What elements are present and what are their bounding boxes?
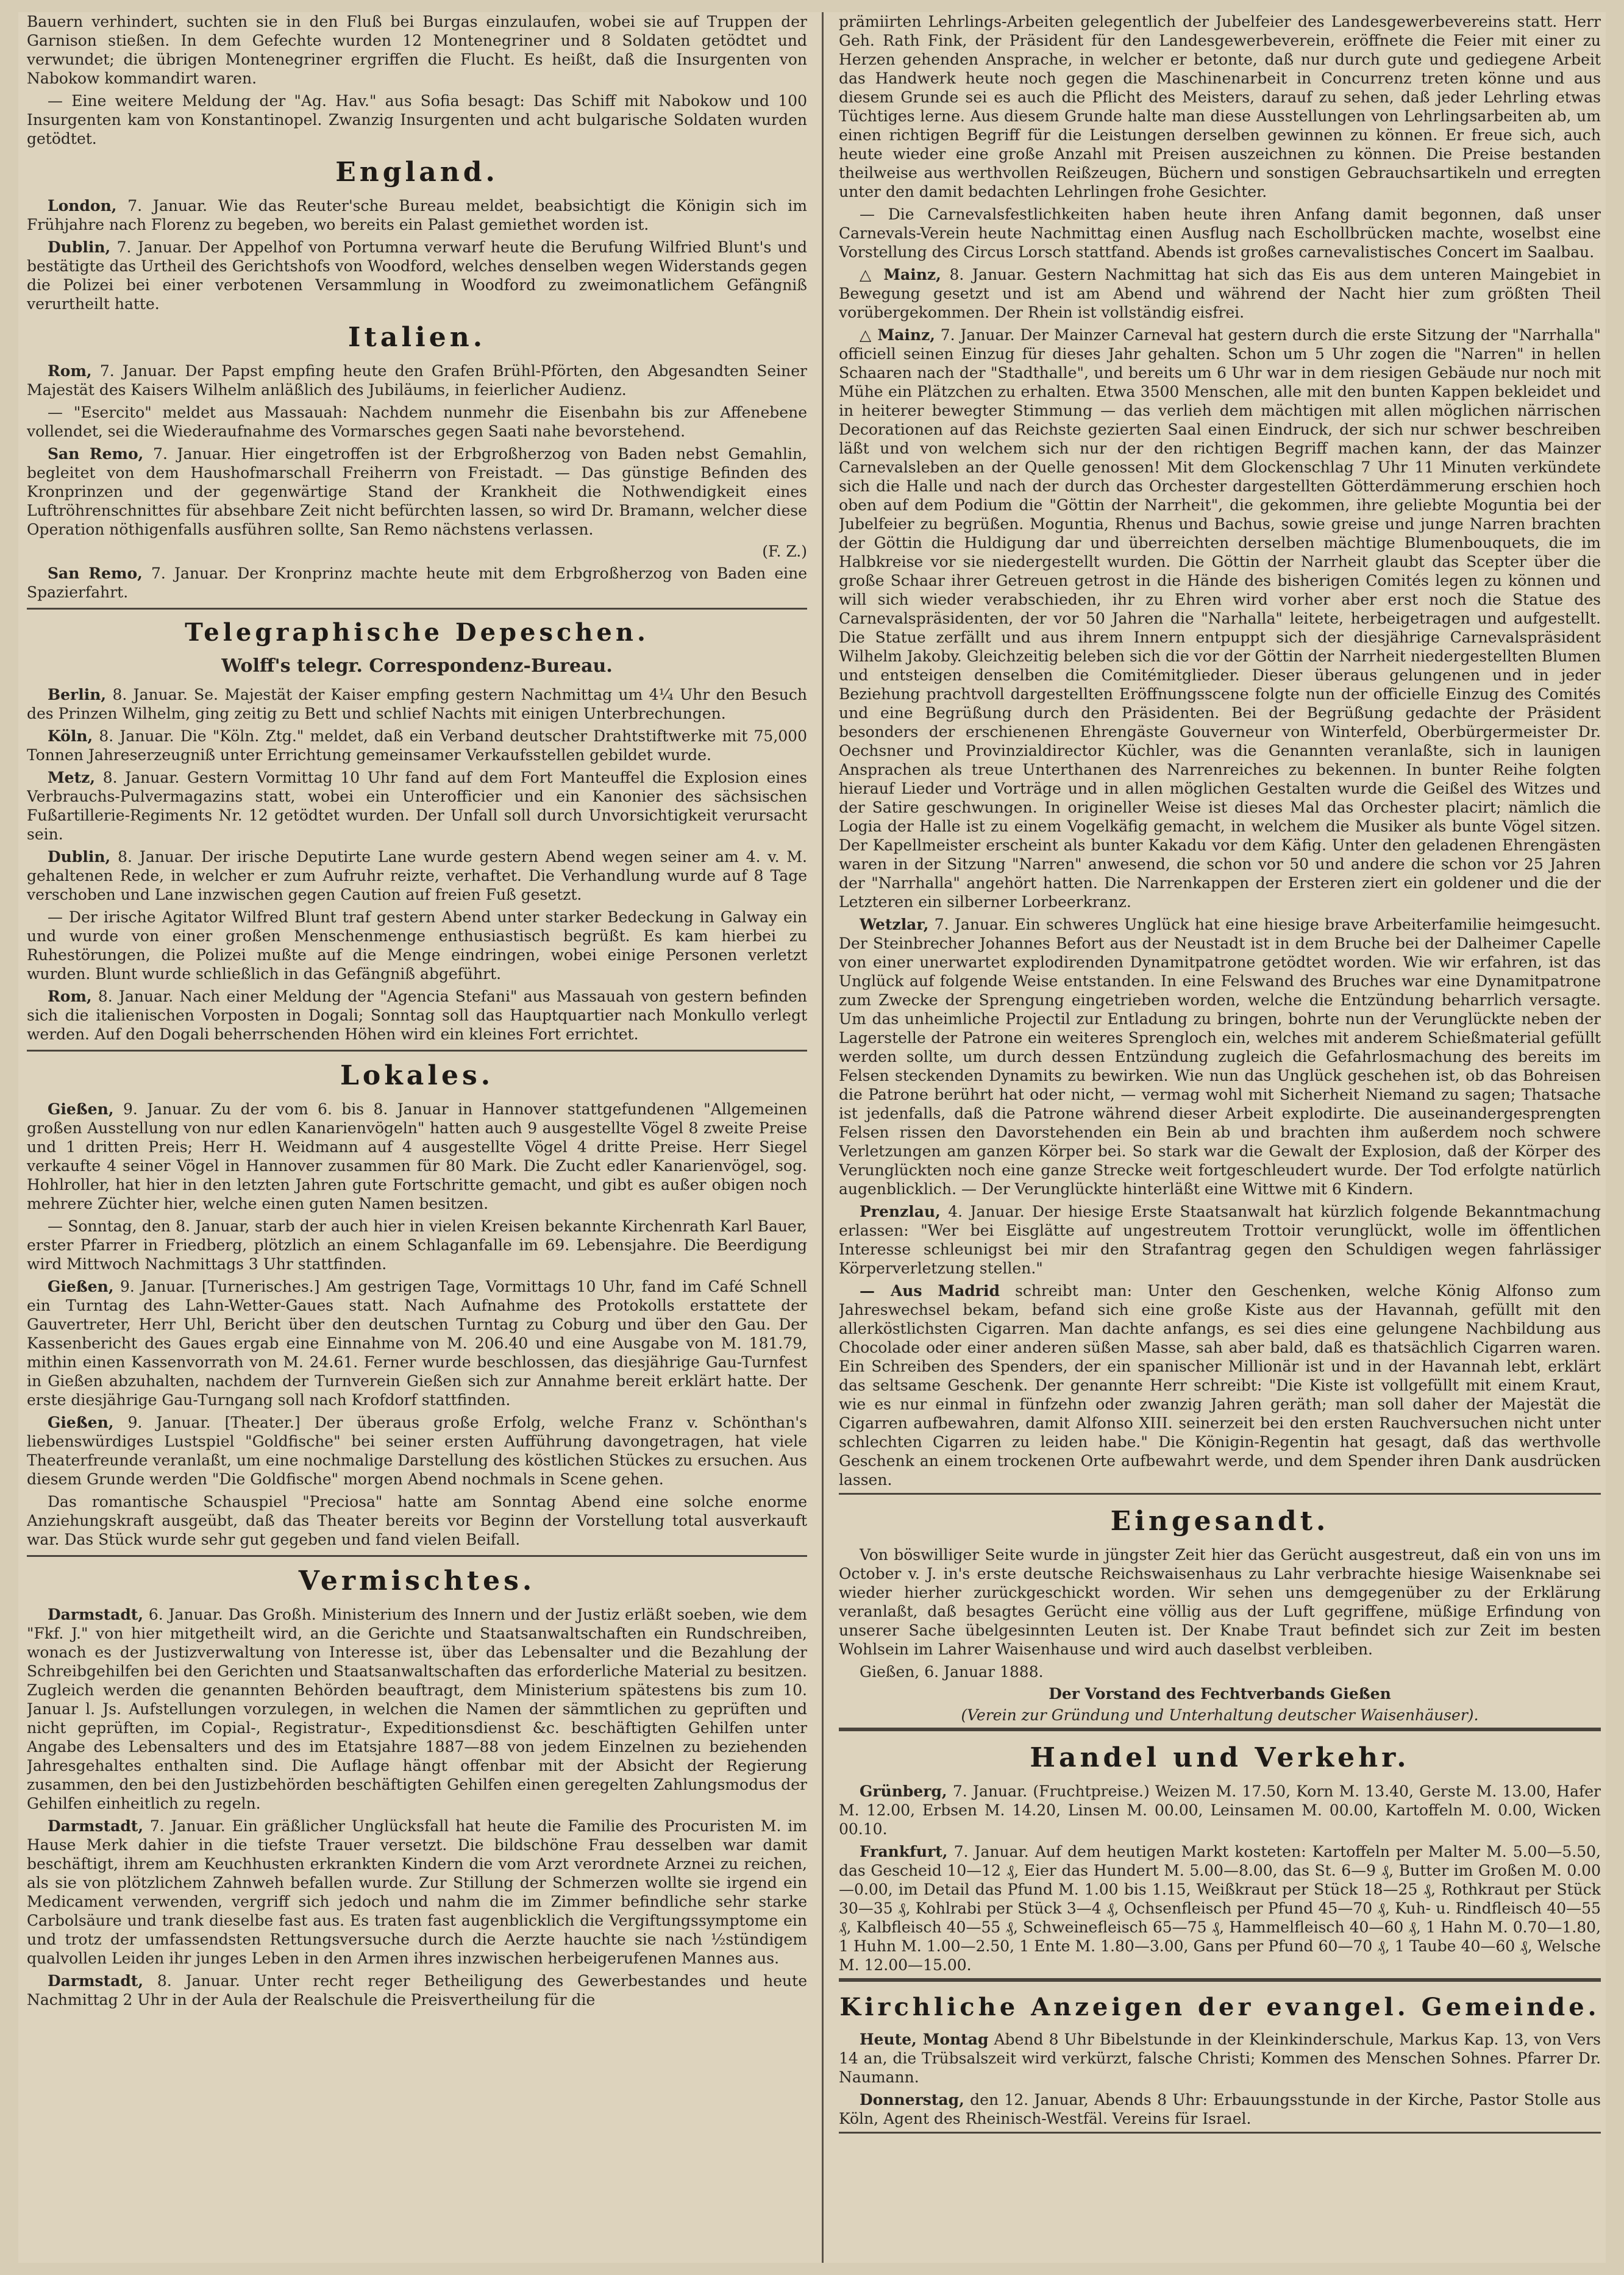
article-text: schreibt man: Unter den Geschenken, welche König Alfonso zum Jahreswechsel bekam, befand sich eine große Kiste aus der Havannah, gefüllt mit den allerköstlichsten Cigarren. Man dachte anfangs, es sei dies eine gelungene Nachbildung aus Chocolade oder einer anderen süßen Masse, sah aber bald, daß es thatsächlich Cigarren waren. Ein Schreiben des Spenders, der ein spanischer Millionär ist und in der Havannah lebt, erklärt das seltsame Geschenk. Der genannte Herr schreibt: "Die Kiste ist vollgefüllt mit einem Kraut, wie es nur einmal in fünfzehn oder zwanzig Jahren geräth; man soll daher der Majestät die Cigarren aufbewahren, damit Alfonso XIII. seinerzeit bei den ersten Rauchversuchen nicht unter schlechten Cigarren zu leiden habe." Die Königin-Regentin hat gesagt, daß das werthvolle Geschenk an einem trockenen Orte aufbewahrt werde, und dem Spender ihren Dank ausdrücken lassen. [839, 1282, 1601, 1489]
article [27, 403, 807, 441]
article-text: 8. Januar. Gestern Vormittag 10 Uhr fand auf dem Fort Manteuffel die Explosion eines Verbrauchs-Pulvermagazins statt, wobei ein Unterofficier und ein Kanonier des sächsischen Fußartillerie-Regiments Nr. 12 getödtet wurden. Der Unfall soll durch Unvorsichtigkeit verursacht sein. [27, 769, 807, 843]
article [27, 361, 807, 399]
handel-section [839, 1729, 1601, 1980]
article-text: 7. Januar. Ein schweres Unglück hat eine hiesige brave Arbeiterfamilie heimgesucht. Der Steinbrecher Johannes Befort aus der Neustadt ist in dem Bruche bei der Dalheimer Capelle von einer unerwartet explodirenden Dynamitpatrone getödtet worden. Wie wir erfahren, ist das Unglück auf folgende Weise entstanden. In eine Felswand des Bruches war eine Dynamitpatrone zum Zwecke der Sprengung eingetrieben worden, welche die Entzündung beharrlich versagte. Um das unheimliche Projectil zur Entladung zu bringen, bohrte nun der Verunglückte neben der Lagerstelle der Patrone ein weiteres Sprengloch ein, welches mit anderem Schießmaterial gefüllt werden sollte, um durch dessen Entzündung zugleich die Gefahrlosmachung des bereits im Felsen steckenden Dynamits zu bewirken. Wie nun das Unglück geschehen ist, ob das Bohreisen die Patrone berührt hat oder nicht, — vermag wohl mit Sicherheit Niemand zu sagen; Thatsache ist jedenfalls, daß die Patrone während dieser Arbeit explodirte. Die auseinandergesprengten Felsen rissen den Davorstehenden ein Bein ab und brachten ihm außerdem noch schwere Verletzungen am ganzen Körper bei. So stark war die Gewalt der Explosion, daß der Körper des Verunglückten noch eine ganze Strecke weit fortgeschleudert wurde. Der Tod erfolgte natürlich augenblicklich. — Der Verunglückte hinterläßt eine Wittwe mit 6 Kindern. [839, 916, 1601, 1198]
article [27, 1492, 807, 1549]
article-text: 9. Januar. [Turnerisches.] Am gestrigen Tage, Vormittags 10 Uhr, fand im Café Schnell ein Turntag des Lahn-Wetter-Gaues statt. Nach Aufnahme des Protokolls erstattete der Gauvertreter, Herr Uhl, Bericht über den deutschen Turntag zu Coburg und über den Gau. Der Kassenbericht des Gaues ergab eine Einnahme von M. 206.40 und eine Ausgabe von M. 181.79, mithin einen Kassenvorrath von M. 24.61. Ferner wurde beschlossen, das diesjährige Gau-Turnfest in Gießen abzuhalten, nachdem der Turnverein Gießen sich zur Annahme bereit erklärt hatte. Der erste diesjährige Gau-Turngang soll nach Krofdorf stattfinden. [27, 1278, 807, 1409]
article-text: 7. Januar. Auf dem heutigen Markt kosteten: Kartoffeln per Malter M. 5.00—5.50, das Gescheid 10—12 ₰, Eier das Hundert M. 5.00—8.00, das St. 6—9 ₰, Butter im Großen M. 0.00—0.00, im Detail das Pfund M. 1.00 bis 1.15, Weißkraut per Stück 18—25 ₰, Rothkraut per Stück 30—35 ₰, Kohlrabi per Stück 3—4 ₰, Ochsenfleisch per Pfund 45—70 ₰, Kuh- u. Rindfleisch 40—55 ₰, Kalbfleisch 40—55 ₰, Schweinefleisch 65—75 ₰, Hammelfleisch 40—60 ₰, 1 Hahn M. 0.70—1.80, 1 Huhn M. 1.00—2.50, 1 Ente M. 1.80—3.00, Gans per Pfund 60—70 ₰, 1 Taube 40—60 ₰, Welsche M. 12.00—15.00. [839, 1843, 1601, 1974]
vermischtes-section [27, 1605, 807, 2009]
article [27, 1217, 807, 1273]
article [27, 238, 807, 313]
article-text: 8. Januar. Die "Köln. Ztg." meldet, daß ein Verband deutscher Drahtstiftwerke mit 75,000 Tonnen Jahreserzeugniß unter Errichtung gemeinsamer Verkaufsstellen gebildet wurde. [27, 727, 807, 764]
article [839, 1281, 1601, 1489]
section-heading-italien: Italien. [347, 322, 486, 353]
article [27, 847, 807, 904]
article-text: 4. Januar. Der hiesige Erste Staatsanwalt hat kürzlich folgende Bekanntmachung erlassen: "Wer bei Eisglätte auf ungestreutem Trottoir verunglückt, wolle im öffentlichen Interesse schleunigst bei mir den Strafantrag gegen den Schuldigen wegen fahrlässiger Körperverletzung stellen." [839, 1203, 1601, 1277]
dateline: Dublin, [48, 238, 111, 256]
article-text: 7. Januar. Der Kronprinz machte heute mit dem Erbgroßherzog von Baden eine Spazierfahrt. [27, 564, 807, 601]
dateline: — Aus Madrid [860, 1282, 1000, 1300]
england-section [27, 196, 807, 313]
article [27, 987, 807, 1044]
article [27, 685, 807, 723]
signature: (F. Z.) [762, 543, 807, 560]
paragraph: Bauern verhindert, suchten sie in den Fluß bei Burgas einzulaufen, wobei sie auf Truppen der Garnison stießen. In dem Gefechte wurden 12 Montenegriner und 8 Soldaten getödtet und verwundet; die übrigen Montenegriner ergriffen die Flucht. Es heißt, daß die Insurgenten von Nabokow kommandirt waren. [27, 13, 807, 87]
dateline: Rom, [48, 988, 92, 1005]
article [27, 196, 807, 234]
article [839, 1202, 1601, 1278]
section-heading-england: England. [335, 157, 499, 188]
article-text: 8. Januar. Der irische Deputirte Lane wurde gestern Abend wegen seiner am 4. v. M. gehaltenen Rede, in welcher er zum Aufruhr reizte, verhaftet. Die Verhandlung wurde auf 8 Tage verschoben und Lane inzwischen gegen Caution auf freien Fuß gesetzt. [27, 848, 807, 903]
article [27, 1971, 807, 2009]
article [27, 1817, 807, 1968]
article [839, 265, 1601, 322]
dateline: Gießen, [48, 1414, 114, 1431]
article-text: 7. Januar. (Fruchtpreise.) Weizen M. 17.50, Korn M. 13.40, Gerste M. 13.00, Hafer M. 12.00, Erbsen M. 14.20, Linsen M. 00.00, Leinsamen M. 00.00, Kartoffeln M. 0.00, Wicken 00.10. [839, 1782, 1601, 1838]
dateline: △ Mainz, [860, 326, 936, 344]
article [27, 1413, 807, 1489]
divider [27, 1050, 807, 1052]
article [27, 444, 807, 539]
divider [27, 1555, 807, 1557]
dateline: Gießen, [48, 1100, 114, 1118]
intro-block [27, 12, 807, 148]
article [27, 1100, 807, 1213]
article-text: 6. Januar. Das Großh. Ministerium des Innern und der Justiz erläßt soeben, wie dem "Fkf. J." von hier mitgetheilt wird, an die Gerichte und Staatsanwaltschaften ein Rundschreiben, wonach es der Justizverwaltung von Interesse ist, über das Lebensalter und die Bezahlung der Schreibgehilfen bei den Gerichten und Staatsanwaltschaften das erforderliche Material zu besitzen. Zugleich werden die genannten Behörden beauftragt, dem Ministerium spätestens bis zum 10. Januar l. Js. Aufstellungen vorzulegen, in welchen die Namen der sämmtlichen zu geprüften und nicht geprüften, im Copial-, Registratur-, Expeditionsdienst &c. beschäftigten Gehilfen unter Angabe des Lebensalters und des im Etatsjahre 1887—88 von jedem Einzelnen zu beziehenden Jahresgehaltes enthalten sind. Die Auflage hängt offenbar mit der Absicht der Regierung zusammen, den bei den Justizbehörden beschäftigten Gehilfen einen geregelten Zahlungsmodus der Gehilfen einheitlich zu regeln. [27, 1606, 807, 1812]
article-text: den 12. Januar, Abends 8 Uhr: Erbauungsstunde in der Kirche, Pastor Stolle aus Köln, Agent des Rheinisch-Westfäl. Vereins für Israel. [839, 2091, 1601, 2127]
article-text: — Der irische Agitator Wilfred Blunt traf gestern Abend unter starker Bedeckung in Galway ein und wurde von einer großen Menschenmenge enthusiastisch begrüßt. Es kam hierbei zu Ruhestörungen, die Polizei mußte auf die Menge eindringen, wobei einige Personen verletzt wurden. Blunt wurde schließlich in das Gefängniß abgeführt. [27, 908, 807, 983]
dateline: Grünberg, [860, 1782, 947, 1800]
article-text: 8. Januar. Unter recht reger Betheiligung des Gewerbestandes und heute Nachmittag 2 Uhr in der Aula der Realschule die Preisvertheilung für die [27, 1972, 807, 2009]
article [839, 1782, 1601, 1839]
article-text: — Sonntag, den 8. Januar, starb der auch hier in vielen Kreisen bekannte Kirchenrath Karl Bauer, erster Pfarrer in Friedberg, plötzlich an einem Schlaganfalle im 69. Lebensjahre. Die Beerdigung wird Mittwoch Nachmittags 3 Uhr stattfinden. [27, 1217, 807, 1273]
dateline: Frankfurt, [860, 1843, 948, 1860]
section-heading-vermischtes: Vermischtes. [298, 1565, 536, 1597]
article-text: 7. Januar. Hier eingetroffen ist der Erbgroßherzog von Baden nebst Gemahlin, begleitet von dem Haushofmarschall Freiherrn von Freistadt. — Das günstige Befinden des Kronprinzen und der gegenwärtige Stand der Krankheit die Nothwendigkeit eines Luftröhrenschnittes für absehbare Zeit nicht befürchten lassen, so wird Dr. Bramann, welcher diese Operation nöthigenfalls ausführen sollte, San Remo nächstens verlassen. [27, 445, 807, 538]
dateline: Rom, [48, 362, 92, 380]
article [27, 564, 807, 602]
signature-sub: (Verein zur Gründung und Unterhaltung deutscher Waisenhäuser). [961, 1706, 1479, 1724]
article-text: 8. Januar. Nach einer Meldung der "Agencia Stefani" aus Massauah von gestern befinden sich die italienischen Vorposten in Dogali; Sonntag soll das Hauptquartier nach Monkullo verlegt werden. Auf den Dogali beherrschenden Höhen wird ein kleines Fort errichtet. [27, 988, 807, 1043]
section-heading-eingesandt: Eingesandt. [1110, 1506, 1330, 1537]
article-text: 8. Januar. Gestern Nachmittag hat sich das Eis aus dem unteren Maingebiet in Bewegung gesetzt und ist am Abend und während der Nacht hier zum größten Theil vorübergekommen. Der Rhein ist vollständig eisfrei. [839, 266, 1601, 321]
article-text: 7. Januar. Wie das Reuter'sche Bureau meldet, beabsichtigt die Königin sich im Frühjahre nach Florenz zu begeben, wo bereits ein Palast gemiethet worden ist. [27, 197, 807, 233]
article-text: 7. Januar. Ein gräßlicher Unglücksfall hat heute die Familie des Procuristen M. im Hause Merk dahier in die tiefste Trauer versetzt. Die bildschöne Frau desselben war damit beschäftigt, ihrem am Keuchhusten erkrankten Kindern die vom Arzt verordnete Arznei zu reichen, als sie von plötzlichem Zahnweh befallen wurde. Zur Stillung der Schmerzen wollte sie irgend ein Medicament verwenden, vergriff sich jedoch und nahm die im Zimmer befindliche sehr starke Carbolsäure und trank dieselbe fast aus. Es traten fast augenblicklich die Vergiftungssymptome ein und trotz der umfassendsten Rettungsversuche durch die Aerzte hauchte sie nach ½stündigem qualvollen Leiden ihr junges Leben in den Armen ihres inzwischen herbeigerufenen Mannes aus. [27, 1817, 807, 1967]
dateline: Darmstadt, [48, 1817, 144, 1835]
dateline: Donnerstag, [860, 2091, 964, 2109]
article [839, 2090, 1601, 2128]
dateline: Prenzlau, [860, 1203, 941, 1220]
article-text: 7. Januar. Der Mainzer Carneval hat gestern durch die erste Sitzung der "Narrhalla" officiell seinen Einzug für dieses Jahr gehalten. Schon um 5 Uhr zogen die "Narren" in hellen Schaaren nach der "Stadthalle", und bereits um 6 Uhr war in dem riesigen Gebäude nur noch mit Mühe ein Plätzchen zu erhalten. Etwa 3500 Menschen, alle mit den bunten Kappen bekleidet und in heiterer bewegter Stimmung — das verlieh dem mächtigen mit allen möglichen närrischen Decorationen auf das Reichste gezierten Saal einen Eindruck, der sich nur schwer beschreiben läßt und von welchem sich nur der den richtigen Begriff machen kann, der das Mainzer Carnevalsleben an der Quelle genossen! Mit dem Glockenschlag 7 Uhr 11 Minuten verkündete sich die Halle und nach der durch das Orchester dargestellten Götterdämmerung erschien hoch oben auf dem Podium die "Göttin der Narrheit", die gekommen, ihre geliebte Moguntia bei der Jubelfeier zu begrüßen. Moguntia, Rhenus und Bachus, sowie greise und junge Narren brachten der Göttin die Huldigung dar und überreichten derselben mächtige Blumenbouquets, die im Halbkreise vor sie niedergestellt wurden. Die Göttin der Narrheit glaubt das Scepter über die große Schaar ihrer Getreuen getrost in die Hände des bisherigen Comités legen zu können und will sich wieder verabschieden, ihr zu Ehren wird vorher aber erst noch die Statue des Carnevalspräsidenten, der vor 50 Jahren die "Narhalla" leitete, herbeigetragen und aufgestellt. Die Statue zerfällt und aus ihrem Innern entpuppt sich der diesjährige Carnevalspräsident Wilhelm Jakoby. Gleichzeitig beleben sich die vor der Göttin der Narrheit niedergestellten Blumen und entsteigen denselben die Comitémitglieder. Dieser überaus gelungenen und in jeder Beziehung prachtvoll dargestellten Eröffnungsscene folgte nun der officielle Einzug des Comités und eine Begrüßung durch den Präsidenten. Bei der Begrüßung gedachte der Präsident besonders der erschienenen Ehrengäste Gouverneur von Winterfeld, Oberbürgermeister Dr. Oechsner und Provinzialdirector Küchler, was die Genannten veranlaßte, sich in launigen Ansprachen als treue Unterthanen des Narrenreiches zu bekennen. In bunter Reihe folgten hierauf Lieder und Vorträge und in allen möglichen Gestalten wurde die Geißel des Witzes und der Satire geschwungen. In origineller Weise ist dieses Mal das Orchester placirt; nämlich die Logia der Halle ist zu einem Vogelkäfig gemacht, in welchem die Musiker als bunte Vögel sitzen. Der Kapellmeister erscheint als bunter Kakadu vor dem Käfig. Unter den geladenen Ehrengästen waren in der Sitzung "Narren" anwesend, die schon vor 50 und andere die schon vor 25 Jahren der "Narrhalla" angehört hatten. Die Narrenkappen der Ersteren ziert ein goldener und die der Letzteren ein silberner Lorbeerkranz. [839, 326, 1601, 911]
kirchlich-section [839, 1980, 1601, 2134]
section-heading-kirchlich: Kirchliche Anzeigen der evangel. Gemeinde. [839, 1993, 1600, 2021]
article [27, 1605, 807, 1813]
article [27, 908, 807, 983]
dateline: Heute, Montag [860, 2031, 989, 2048]
lokales-section [27, 1100, 807, 1549]
depeschen-section [27, 685, 807, 1044]
right-column [839, 12, 1601, 2263]
article [27, 727, 807, 764]
article-text: Das romantische Schauspiel "Preciosa" hatte am Sonntag Abend eine solche enorme Anziehungskraft ausgeübt, daß das Theater bereits vor Beginn der Vorstellung total ausverkauft war. Das Stück wurde sehr gut gegeben und fand vielen Beifall. [27, 1493, 807, 1548]
article [27, 1277, 807, 1409]
article [839, 1842, 1601, 1974]
dateline: Darmstadt, [48, 1606, 144, 1623]
dateline: Berlin, [48, 686, 107, 703]
section-heading-depeschen: Telegraphische Depeschen. [185, 618, 649, 647]
dateline: San Remo, [48, 445, 144, 463]
article-text: 8. Januar. Se. Majestät der Kaiser empfing gestern Nachmittag um 4¼ Uhr den Besuch des Prinzen Wilhelm, ging zeitig zu Bett und schlief Nachts mit einigen Unterbrechungen. [27, 686, 807, 722]
dateline: Wetzlar, [860, 916, 929, 933]
paragraph: — Eine weitere Meldung der "Ag. Hav." aus Sofia besagt: Das Schiff mit Nabokow und 100 Insurgenten kam von Konstantinopel. Zwanzig Insurgenten und acht bulgarische Soldaten wurden getödtet. [27, 92, 807, 148]
article [839, 915, 1601, 1198]
eingesandt-section [839, 1493, 1601, 1729]
newspaper-page [18, 12, 1606, 2263]
signature: Der Vorstand des Fechtverbands Gießen [1049, 1685, 1391, 1703]
article [839, 2030, 1601, 2087]
dateline: Dublin, [48, 848, 111, 866]
article [27, 768, 807, 844]
italien-section [27, 361, 807, 602]
dateline: Metz, [48, 769, 96, 786]
article-text: Abend 8 Uhr Bibelstunde in der Kleinkinderschule, Markus Kap. 13, von Vers 14 an, die Trübsalszeit wird verkürzt, falsche Christi; Kommen des Menschen Sohnes. Pfarrer Dr. Naumann. [839, 2031, 1601, 2086]
dateline: Darmstadt, [48, 1972, 144, 1990]
paragraph: — Die Carnevalsfestlichkeiten haben heute ihren Anfang damit begonnen, daß unser Carnevals-Verein heute Nachmittag einen Ausflug nach Eschollbrücken machte, woselbst eine Vorstellung des Circus Lorsch stattfand. Abends ist großes carnevalistisches Concert im Saalbau. [839, 205, 1601, 261]
dateline: Köln, [48, 727, 93, 745]
dateline: London, [48, 197, 117, 215]
column-rule [822, 12, 824, 2263]
article-text: 7. Januar. Der Appelhof von Portumna verwarf heute die Berufung Wilfried Blunt's und bestätigte das Urtheil des Gerichtshofs von Woodford, welches denselben wegen Widerstands gegen die Polizei bei einer verbotenen Versammlung in Woodford zu zweimonatlichem Gefängniß verurtheilt hatte. [27, 238, 807, 313]
article-text: 9. Januar. [Theater.] Der überaus große Erfolg, welche Franz v. Schönthan's liebenswürdiges Lustspiel "Goldfische" bei seiner ersten Aufführung davongetragen, hat viele Theaterfreunde veranlaßt, um eine nochmalige Darstellung des köstlichen Stückes zu ersuchen. Aus diesem Grunde werden "Die Goldfische" morgen Abend nochmals in Scene gehen. [27, 1414, 807, 1488]
dateline: Gießen, [48, 1278, 114, 1295]
article-text: 9. Januar. Zu der vom 6. bis 8. Januar in Hannover stattgefundenen "Allgemeinen großen Ausstellung von nur edlen Kanarienvögeln" hatten auch 9 ausgestellte Vögel 8 zweite Preise und 1 dritten Preis; Herr H. Weidmann auf 4 ausgestellte Vögel 4 dritte Preise. Herr Siegel verkaufte 4 seiner Vögel in Hannover zusammen für 80 Mark. Die Zucht edler Kanarienvögel, sog. Hohlroller, hat hier in den letzten Jahren gute Fortschritte gemacht, und gibt es außer obigen noch mehrere Züchter hier, welche einen guten Namen besitzen. [27, 1100, 807, 1212]
divider [27, 608, 807, 610]
place-date: Gießen, 6. Januar 1888. [860, 1663, 1044, 1681]
dateline: San Remo, [48, 564, 143, 582]
dateline: △ Mainz, [860, 266, 941, 283]
continued-block [839, 12, 1601, 1489]
article-text: 7. Januar. Der Papst empfing heute den Grafen Brühl-Pförten, den Abgesandten Seiner Majestät des Kaisers Wilhelm anläßlich des Jubiläums, in feierlicher Audienz. [27, 362, 807, 399]
paragraph: prämiirten Lehrlings-Arbeiten gelegentlich der Jubelfeier des Landesgewerbevereins statt. Herr Geh. Rath Fink, der Präsident für den Landesgewerbeverein, eröffnete die Feier mit einer zu Herzen gehenden Ansprache, in welcher er betonte, daß nur durch gute und gediegene Arbeit das Handwerk heute noch gegen die Maschinenarbeit in Concurrenz treten könne und aus diesem Grunde sei es auch die Pflicht des Meisters, darauf zu sehen, daß jeder Lehrling etwas Tüchtiges lerne. Aus diesem Grunde halte man diese Ausstellungen von Lehrlingsarbeiten ab, um einen richtigen Begriff für die Leistungen derselben gewinnen zu können. Er freue sich, auch heute wieder eine große Anzahl mit Preisen auszeichnen zu können. Die Preise bestanden theilweise aus werthvollen Reißzeugen, Büchern und sonstigen Gebrauchsartikeln und erregten unter den damit bedachten Lehrlingen frohe Gesichter. [839, 13, 1601, 201]
section-heading-lokales: Lokales. [340, 1060, 494, 1091]
section-heading-handel: Handel und Verkehr. [1030, 1742, 1410, 1773]
section-subheading: Wolff's telegr. Correspondenz-Bureau. [221, 655, 613, 677]
article [839, 326, 1601, 911]
paragraph: Von böswilliger Seite wurde in jüngster Zeit hier das Gerücht ausgestreut, daß ein von uns im October v. J. in's erste deutsche Reichswaisenhaus zu Lahr verbrachte hiesige Waisenknabe sei wieder hierher zurückgeschickt worden. Wir sehen uns demgegenüber zu der Erklärung veranlaßt, daß besagtes Gerücht eine völlig aus der Luft gegriffene, müßige Erfindung von unserer Sache übelgesinnten Leuten ist. Der Knabe Traut befindet sich zur Zeit im besten Wohlsein im Lahrer Waisenhause und wird auch daselbst verbleiben. [839, 1546, 1601, 1658]
article-text: — "Esercito" meldet aus Massauah: Nachdem nunmehr die Eisenbahn bis zur Affenebene vollendet, sei die Wiederaufnahme des Vormarsches gegen Saati nahe bevorstehend. [27, 404, 807, 440]
left-column [27, 12, 807, 2263]
